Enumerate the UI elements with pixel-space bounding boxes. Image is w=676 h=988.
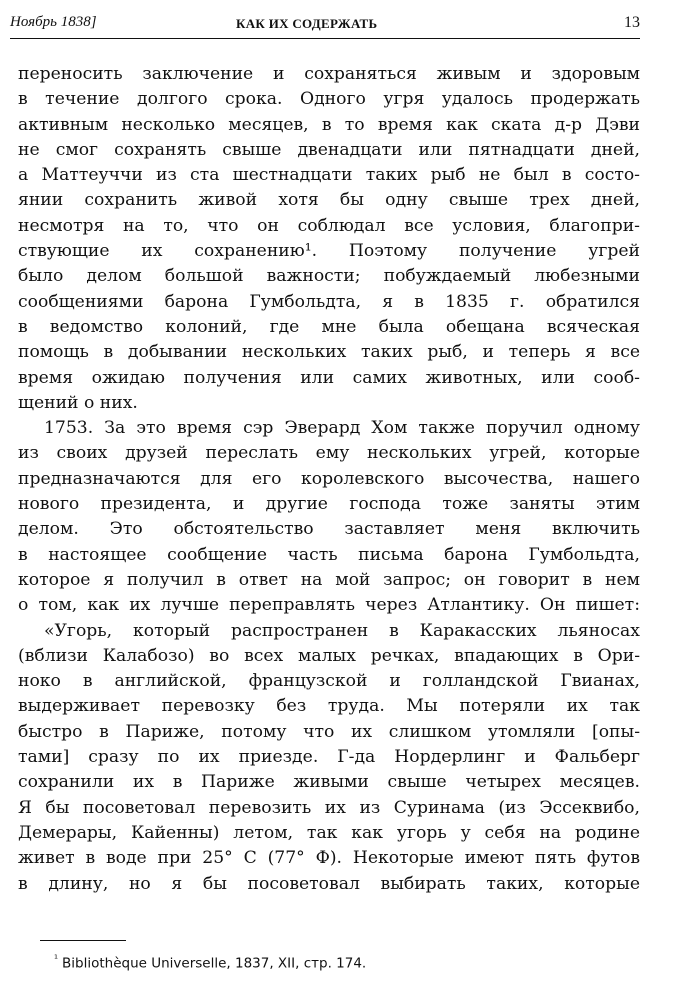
text-line: из своих друзей переслать ему нескольких угрей, которые — [18, 443, 640, 464]
body-text — [18, 62, 640, 897]
text-line: делом. Это обстоятельство заставляет меня включить — [18, 519, 640, 540]
text-line: выдерживает перевозку без труда. Мы потеряли их так — [18, 696, 640, 717]
text-line: Я бы посоветовал перевозить их из Суринама (из Эссеквибо, — [18, 797, 640, 818]
text-line: живет в воде при 25° С (77° Ф). Некоторые имеют пять футов — [18, 848, 640, 869]
text-line: сообщениями барона Гумбольдта, я в 1835 г. обратился — [18, 291, 640, 312]
header-date: Ноябрь 1838] — [10, 14, 97, 30]
header-title: КАК ИХ СОДЕРЖАТЬ — [236, 16, 378, 31]
text-line: щений о них. — [18, 392, 138, 413]
text-line: несмотря на то, что он соблюдал все условия, благопри- — [18, 215, 640, 236]
paragraph-1753-start: 1753. За это время сэр Эверард Хом также поручил одному — [44, 418, 640, 439]
text-line: было делом большой важности; побуждаемый любезными — [18, 266, 640, 287]
footnote-mark: ¹ — [54, 954, 59, 965]
text-line: нового президента, и другие господа тоже заняты этим — [18, 494, 640, 515]
text-line: которое я получил в ответ на мой запрос; он говорит в нем — [18, 569, 640, 590]
text-line: не смог сохранять свыше двенадцати или пятнадцати дней, — [18, 139, 640, 160]
text-line: предназначаются для его королевского высочества, нашего — [18, 468, 640, 489]
page-header — [10, 8, 640, 38]
footnote-rule — [40, 940, 126, 941]
text-line: в настоящее сообщение часть письма барона Гумбольдта, — [18, 544, 640, 565]
quote-start: «Угорь, который распространен в Каракасских льяносах — [44, 620, 640, 641]
footnote — [54, 954, 366, 972]
text-line: быстро в Париже, потому что их слишком утомляли [опы- — [18, 721, 640, 742]
text-line: ноко в английской, французской и голландской Гвианах, — [18, 671, 640, 692]
text-line: в ведомство колоний, где мне была обещана всяческая — [18, 316, 640, 337]
text-line: время ожидаю получения или самих животных, или сооб- — [18, 367, 640, 388]
text-line: сохранили их в Париже живыми свыше четырех месяцев. — [18, 772, 640, 793]
page-number: 13 — [624, 14, 640, 31]
text-line: активным несколько месяцев, в то время как ската д-р Дэви — [18, 114, 640, 135]
text-line: переносить заключение и сохраняться живым и здоровым — [18, 64, 640, 84]
text-line: помощь в добывании нескольких таких рыб, и теперь я все — [18, 342, 640, 363]
text-line: янии сохранить живой хотя бы одну свыше трех дней, — [18, 190, 640, 211]
text-line: о том, как их лучше переправлять через Атлантику. Он пишет: — [18, 595, 640, 616]
text-line: ствующие их сохранению¹. Поэтому получение угрей — [18, 241, 640, 262]
text-line: Демерары, Кайенны) летом, так как угорь у себя на родине — [18, 822, 640, 843]
text-line: (вблизи Калабозо) во всех малых речках, впадающих в Ори- — [18, 645, 640, 666]
text-line: тами] сразу по их приезде. Г-да Нордерлинг и Фальберг — [18, 747, 640, 768]
footnote-text: Bibliothèque Universelle, 1837, XII, стр. 174. — [62, 955, 367, 972]
text-line: а Маттеуччи из ста шестнадцати таких рыб не был в состо- — [18, 165, 640, 186]
text-line: в течение долгого срока. Одного угря удалось продержать — [18, 89, 640, 110]
text-line: в длину, но я бы посоветовал выбирать таких, которые — [18, 873, 640, 894]
header-rule — [10, 38, 640, 39]
